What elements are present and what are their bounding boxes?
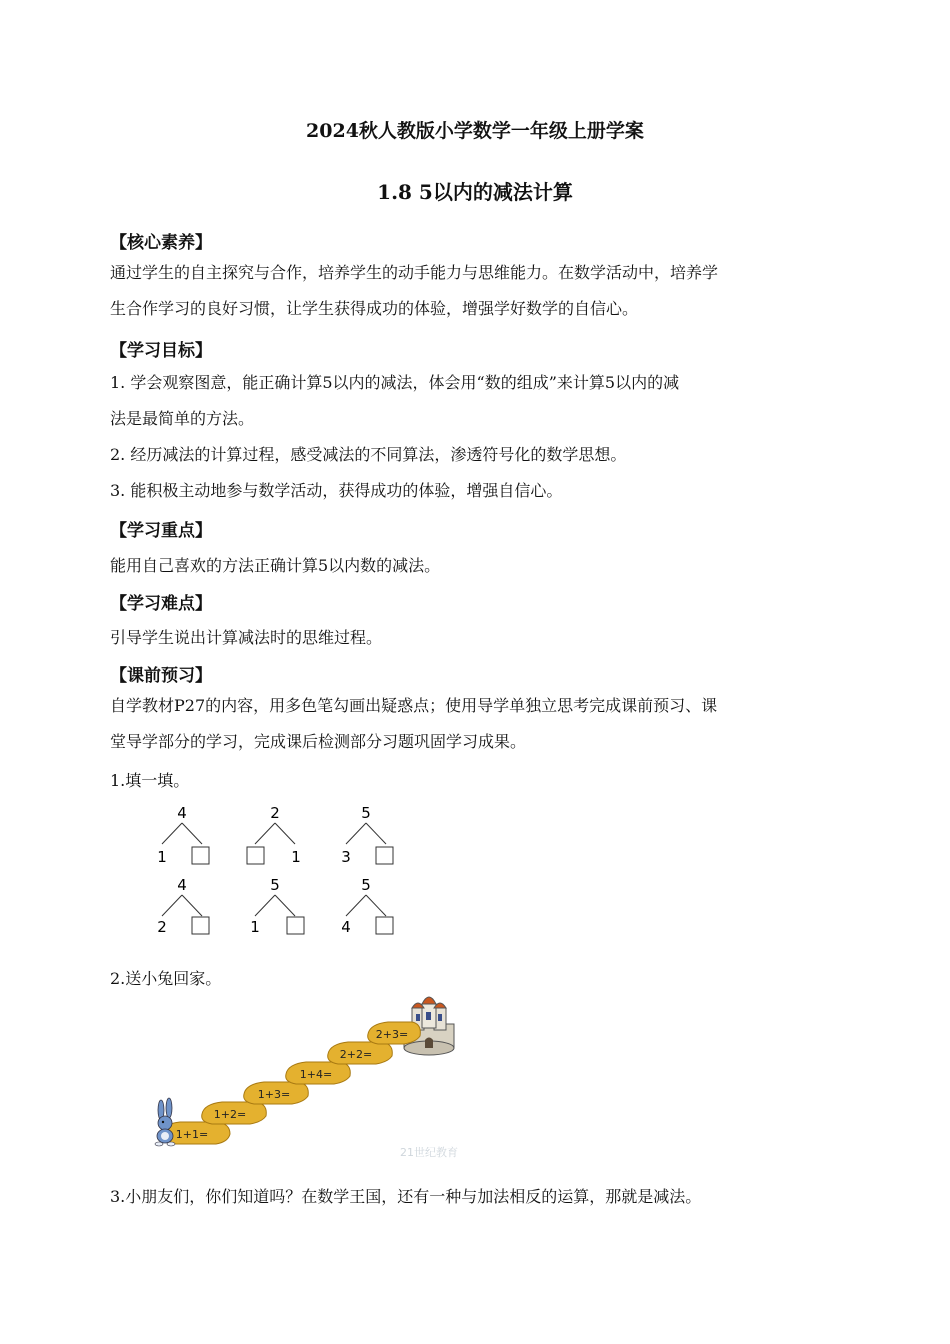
answer-box[interactable]: [287, 917, 304, 934]
watermark: 21世纪教育: [400, 1146, 458, 1159]
rabbit-staircase: [150, 990, 460, 1168]
tree-branch: [346, 895, 366, 916]
core-line: 通过学生的自主探究与合作，培养学生的动手能力与思维能力。在数学活动中，培养学: [110, 263, 719, 282]
preview-paragraph: [110, 688, 842, 760]
tree-branch: [182, 823, 202, 844]
step-stone: [368, 1022, 421, 1044]
composition-trees: [140, 798, 430, 948]
step-expression: 1+2=: [213, 1108, 247, 1121]
answer-box[interactable]: [192, 917, 209, 934]
exercise2-label: 2.送小兔回家。: [110, 969, 222, 988]
tree-left-number: 1: [157, 848, 167, 866]
step-stone: [328, 1042, 393, 1064]
goals-list: [110, 365, 842, 509]
step-expression: 1+1=: [175, 1128, 209, 1141]
heading-focus: 【学习重点】: [110, 521, 212, 541]
heading-difficulty: 【学习难点】: [110, 594, 212, 614]
step-expression: 1+4=: [299, 1068, 333, 1081]
composition-tree: [341, 876, 393, 936]
tree-branch: [255, 823, 275, 844]
tree-branch: [366, 895, 386, 916]
step-expression: 1+3=: [257, 1088, 291, 1101]
rabbit-icon: [155, 1098, 175, 1146]
tree-left-number: 1: [250, 918, 260, 936]
document-title: 2024秋人教版小学数学一年级上册学案: [306, 120, 644, 142]
tree-left-number: 4: [341, 918, 351, 936]
step-expression: 2+2=: [339, 1048, 373, 1061]
exercise1-label: 1.填一填。: [110, 771, 190, 790]
preview-line: 自学教材P27的内容，用多色笔勾画出疑惑点；使用导学单独立思考完成课前预习、课: [110, 696, 718, 715]
step-stone: [286, 1062, 351, 1084]
step-expression: 2+3=: [375, 1028, 409, 1041]
step-stone: [202, 1102, 267, 1124]
difficulty-text: 引导学生说出计算减法时的思维过程。: [110, 628, 383, 647]
step-stone: [244, 1082, 309, 1104]
composition-tree: [157, 804, 209, 866]
goal-item: 1. 学会观察图意，能正确计算5以内的减法，体会用“数的组成”来计算5以内的减: [110, 373, 680, 392]
tree-top-number: 5: [361, 876, 371, 894]
goal-item: 3. 能积极主动地参与数学活动，获得成功的体验，增强自信心。: [110, 481, 563, 500]
tree-top-number: 5: [270, 876, 280, 894]
heading-preview: 【课前预习】: [110, 666, 212, 686]
tree-branch: [162, 895, 182, 916]
tree-branch: [162, 823, 182, 844]
answer-box[interactable]: [376, 847, 393, 864]
goal-item: 2. 经历减法的计算过程，感受减法的不同算法，渗透符号化的数学思想。: [110, 445, 627, 464]
core-paragraph: [110, 255, 842, 327]
preview-line: 堂导学部分的学习，完成课后检测部分习题巩固学习成果。: [110, 732, 527, 751]
answer-box[interactable]: [192, 847, 209, 864]
answer-box[interactable]: [376, 917, 393, 934]
tree-branch: [366, 823, 386, 844]
lesson-title: 1.8 5以内的减法计算: [377, 180, 573, 204]
heading-core: 【核心素养】: [110, 233, 212, 253]
core-line: 生合作学习的良好习惯，让学生获得成功的体验，增强学好数学的自信心。: [110, 299, 639, 318]
composition-tree: [341, 804, 393, 866]
heading-goals: 【学习目标】: [110, 341, 212, 361]
tree-branch: [275, 895, 295, 916]
goal-item: 法是最简单的方法。: [110, 409, 255, 428]
composition-tree: [157, 876, 209, 936]
exercise3-text: 3.小朋友们，你们知道吗？在数学王国，还有一种与加法相反的运算，那就是减法。: [110, 1187, 702, 1206]
tree-right-number: 1: [291, 848, 301, 866]
focus-text: 能用自己喜欢的方法正确计算5以内数的减法。: [110, 556, 441, 575]
answer-box[interactable]: [247, 847, 264, 864]
composition-tree: [250, 876, 304, 936]
tree-top-number: 2: [270, 804, 280, 822]
tree-top-number: 4: [177, 876, 187, 894]
tree-branch: [182, 895, 202, 916]
tree-branch: [275, 823, 295, 844]
tree-branch: [346, 823, 366, 844]
tree-top-number: 4: [177, 804, 187, 822]
tree-branch: [255, 895, 275, 916]
tree-top-number: 5: [361, 804, 371, 822]
tree-left-number: 2: [157, 918, 167, 936]
tree-left-number: 3: [341, 848, 351, 866]
composition-tree: [247, 804, 301, 866]
